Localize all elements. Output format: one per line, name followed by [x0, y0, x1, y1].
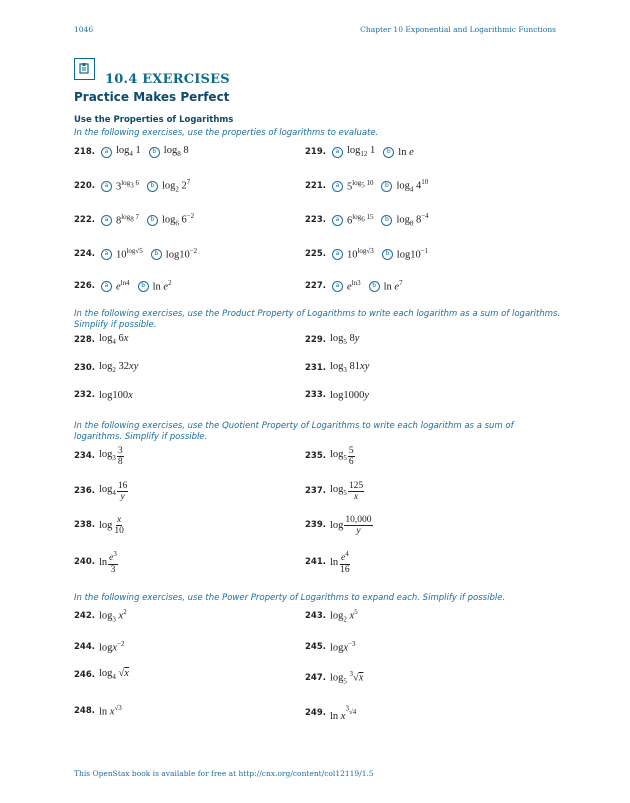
exercises-icon: [74, 58, 95, 80]
instruction-quotient: In the following exercises, use the Quotient Property of Logarithms to write each logarithm as a sum of logarithms. Simplify if possible.: [74, 421, 514, 442]
exercise-229: 229. $\log_5 8y$: [305, 333, 360, 347]
instruction-product: In the following exercises, use the Product Property of Logarithms to write each logarithm as a sum of logarithms. Simplify if possible.: [74, 309, 561, 330]
exercise-245: 245. logx$^{-3}$: [305, 640, 356, 654]
footer: This OpenStax book is available for free at http://cnx.org/content/col12119/1.5: [74, 769, 374, 778]
exercise-246: 246. $\log_4 √x$: [74, 668, 129, 682]
exercise-235: 235. $\log_5$ $\frac{5}{6}$: [305, 445, 354, 467]
exercise-236: 236. $\log_4$ $\frac{16}{y}$: [74, 480, 128, 502]
exercise-231: 231. $\log_3 81xy$: [305, 361, 370, 375]
exercise-223: 223. a $6^{log_6 15}$ b $\log_8 8^{-4}$: [305, 212, 429, 228]
practice-heading: Practice Makes Perfect: [74, 90, 230, 104]
exercise-249: 249. $\ln x^{^3√4}$: [305, 704, 357, 722]
exercise-224: 224. a $10^{log√5}$ b $\log 10^{-2}$: [74, 247, 198, 261]
exercise-247: 247. $\log_5 ^3√x$: [305, 670, 364, 686]
exercise-228: 228. $\log_4 6x$: [74, 333, 129, 347]
instruction-evaluate: In the following exercises, use the properties of logarithms to evaluate.: [74, 128, 379, 138]
exercise-219: 219. a $\log_{12} 1$ b ln e: [305, 145, 414, 159]
exercise-241: 241. ln $\frac{e^4}{16}$: [305, 550, 350, 575]
exercise-244: 244. logx$^{-2}$: [74, 640, 125, 654]
exercise-243: 243. $\log_2 x^5$: [305, 608, 358, 624]
page-number: 1046: [74, 25, 94, 34]
exercise-221: 221. a $5^{log_5 10}$ b $\log_4 4^{10}$: [305, 178, 429, 194]
exercise-240: 240. ln $\frac{e^3}{3}$: [74, 550, 117, 575]
section-title: 10.4 EXERCISES: [105, 72, 230, 87]
exercise-227: 227. a $e^{ln3}$ b $\ln e^7$: [305, 279, 403, 293]
exercise-232: 232. log100x: [74, 389, 133, 401]
exercise-222: 222. a $8^{log_8 7}$ b $\log_6 6^{-2}$: [74, 212, 195, 228]
exercise-230: 230. $\log_2 32xy$: [74, 361, 139, 375]
chapter-header: Chapter 10 Exponential and Logarithmic Functions: [360, 25, 556, 34]
exercise-220: 220. a $3^{log_3 6}$ b $\log_2 2^7$: [74, 178, 191, 194]
exercise-233: 233. log1000y: [305, 389, 370, 401]
exercise-225: 225. a $10^{log√3}$ b $\log 10^{-1}$: [305, 247, 429, 261]
instruction-power: In the following exercises, use the Power Property of Logarithms to expand each. Simplify if possible.: [74, 593, 506, 603]
exercise-237: 237. $\log_5$ $\frac{125}{x}$: [305, 480, 364, 502]
exercise-248: 248. $\ln x^{√3}$: [74, 704, 122, 718]
exercise-218: 218. a $\log_4 1$ b $\log_8 8$: [74, 145, 189, 159]
exercise-226: 226. a $e^{ln4}$ b $\ln e^2$: [74, 279, 172, 293]
exercise-239: 239. log $\frac{10,000}{y}$: [305, 514, 372, 536]
exercise-238: 238. log $\frac{x}{10}$: [74, 514, 124, 536]
subheading: Use the Properties of Logarithms: [74, 115, 234, 125]
exercise-242: 242. $\log_3 x^2$: [74, 608, 127, 624]
exercise-234: 234. $\log_3$ $\frac{3}{8}$: [74, 445, 123, 467]
